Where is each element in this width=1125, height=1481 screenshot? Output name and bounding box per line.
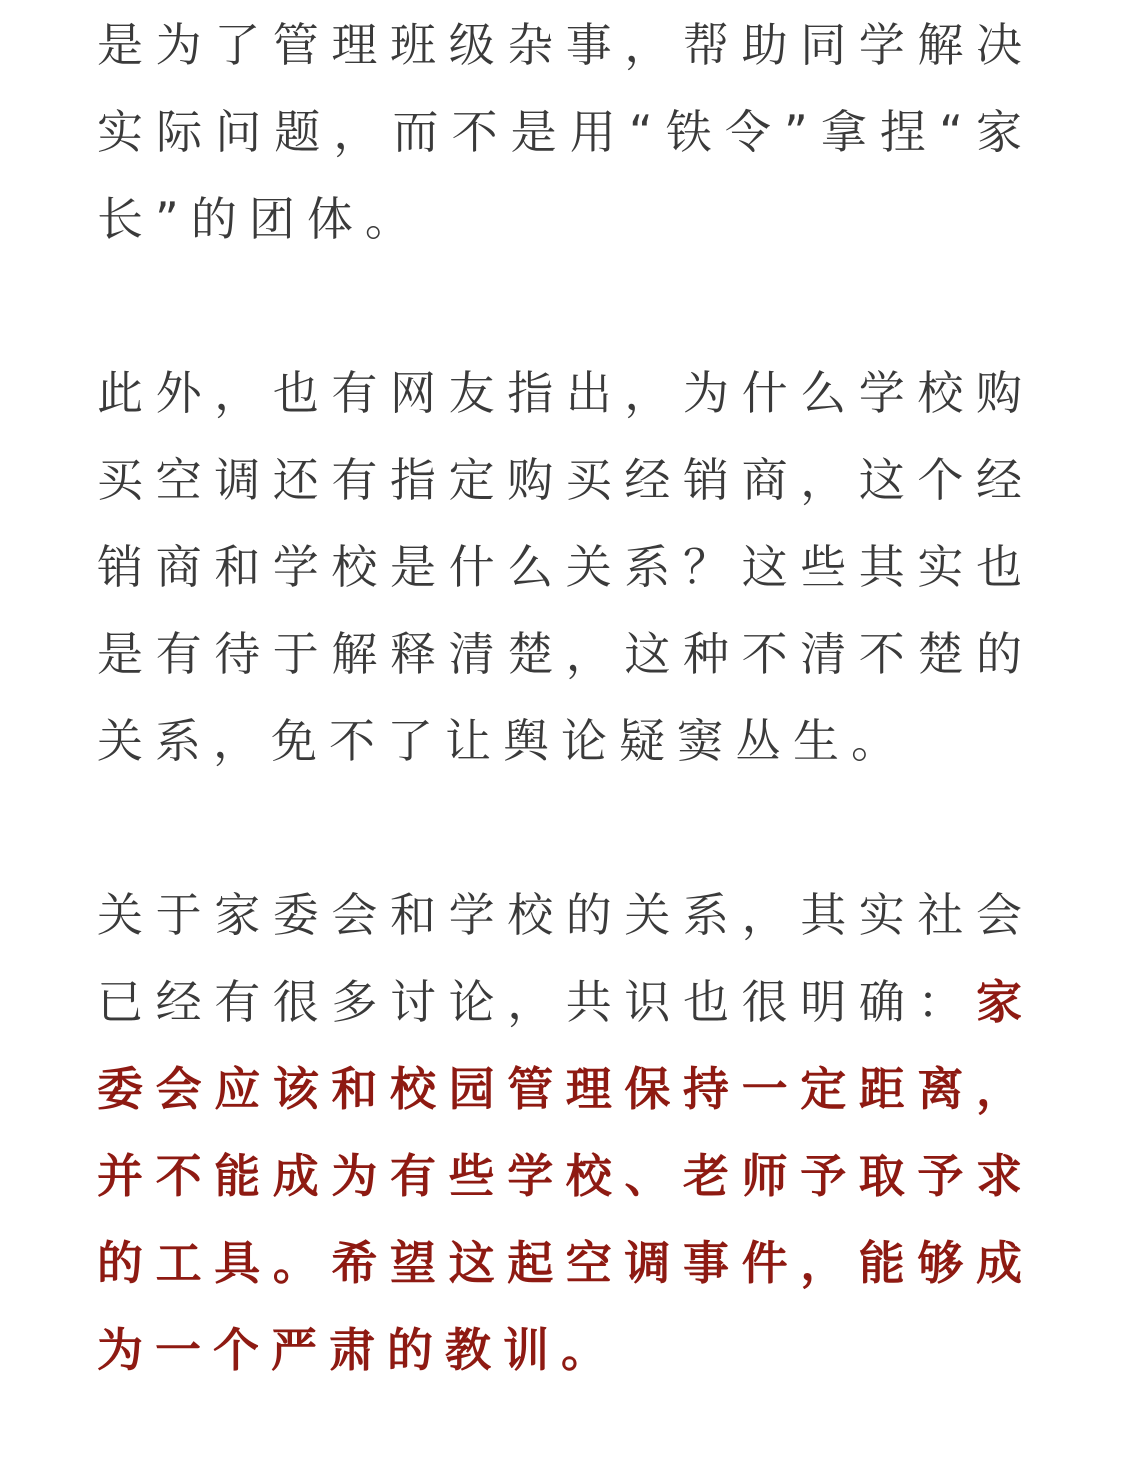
text-line	[97, 1307, 1030, 1394]
text-line	[97, 959, 1030, 1046]
text-line	[97, 89, 1030, 176]
text-segment: 实际问题，而不是用“铁令”拿捏“家	[97, 105, 1030, 159]
text-line	[97, 524, 1030, 611]
emphasis-text: 为一个严肃的教训。	[97, 1323, 619, 1377]
text-segment: 买空调还有指定购买经销商，这个经	[97, 453, 1030, 507]
text-segment: 是有待于解释清楚，这种不清不楚的	[97, 627, 1030, 681]
text-line	[97, 2, 1030, 89]
text-segment: 销商和学校是什么关系？这些其实也	[97, 540, 1030, 594]
text-line	[97, 611, 1030, 698]
text-line	[97, 872, 1030, 959]
text-line	[97, 698, 1030, 785]
paragraph-2	[97, 350, 1030, 785]
text-line	[97, 1046, 1030, 1133]
text-segment: 此外，也有网友指出，为什么学校购	[97, 366, 1030, 420]
text-segment: 是为了管理班级杂事，帮助同学解决	[97, 18, 1030, 72]
paragraph-1	[97, 2, 1030, 263]
text-line	[97, 1133, 1030, 1220]
emphasis-text: 委会应该和校园管理保持一定距离，	[97, 1062, 1030, 1116]
emphasis-text: 的工具。希望这起空调事件，能够成	[97, 1236, 1030, 1290]
text-segment: 关系，免不了让舆论疑窦丛生。	[97, 714, 909, 768]
text-segment: 关于家委会和学校的关系，其实社会	[97, 888, 1030, 942]
text-segment: 长”的团体。	[97, 192, 423, 246]
article-body	[97, 2, 1030, 1481]
paragraph-3	[97, 872, 1030, 1394]
text-line	[97, 437, 1030, 524]
text-segment: 已经有很多讨论，共识也很明确：	[97, 975, 976, 1029]
text-line	[97, 176, 1030, 263]
text-line	[97, 350, 1030, 437]
emphasis-text: 家	[976, 975, 1030, 1029]
text-line	[97, 1220, 1030, 1307]
emphasis-text: 并不能成为有些学校、老师予取予求	[97, 1149, 1030, 1203]
